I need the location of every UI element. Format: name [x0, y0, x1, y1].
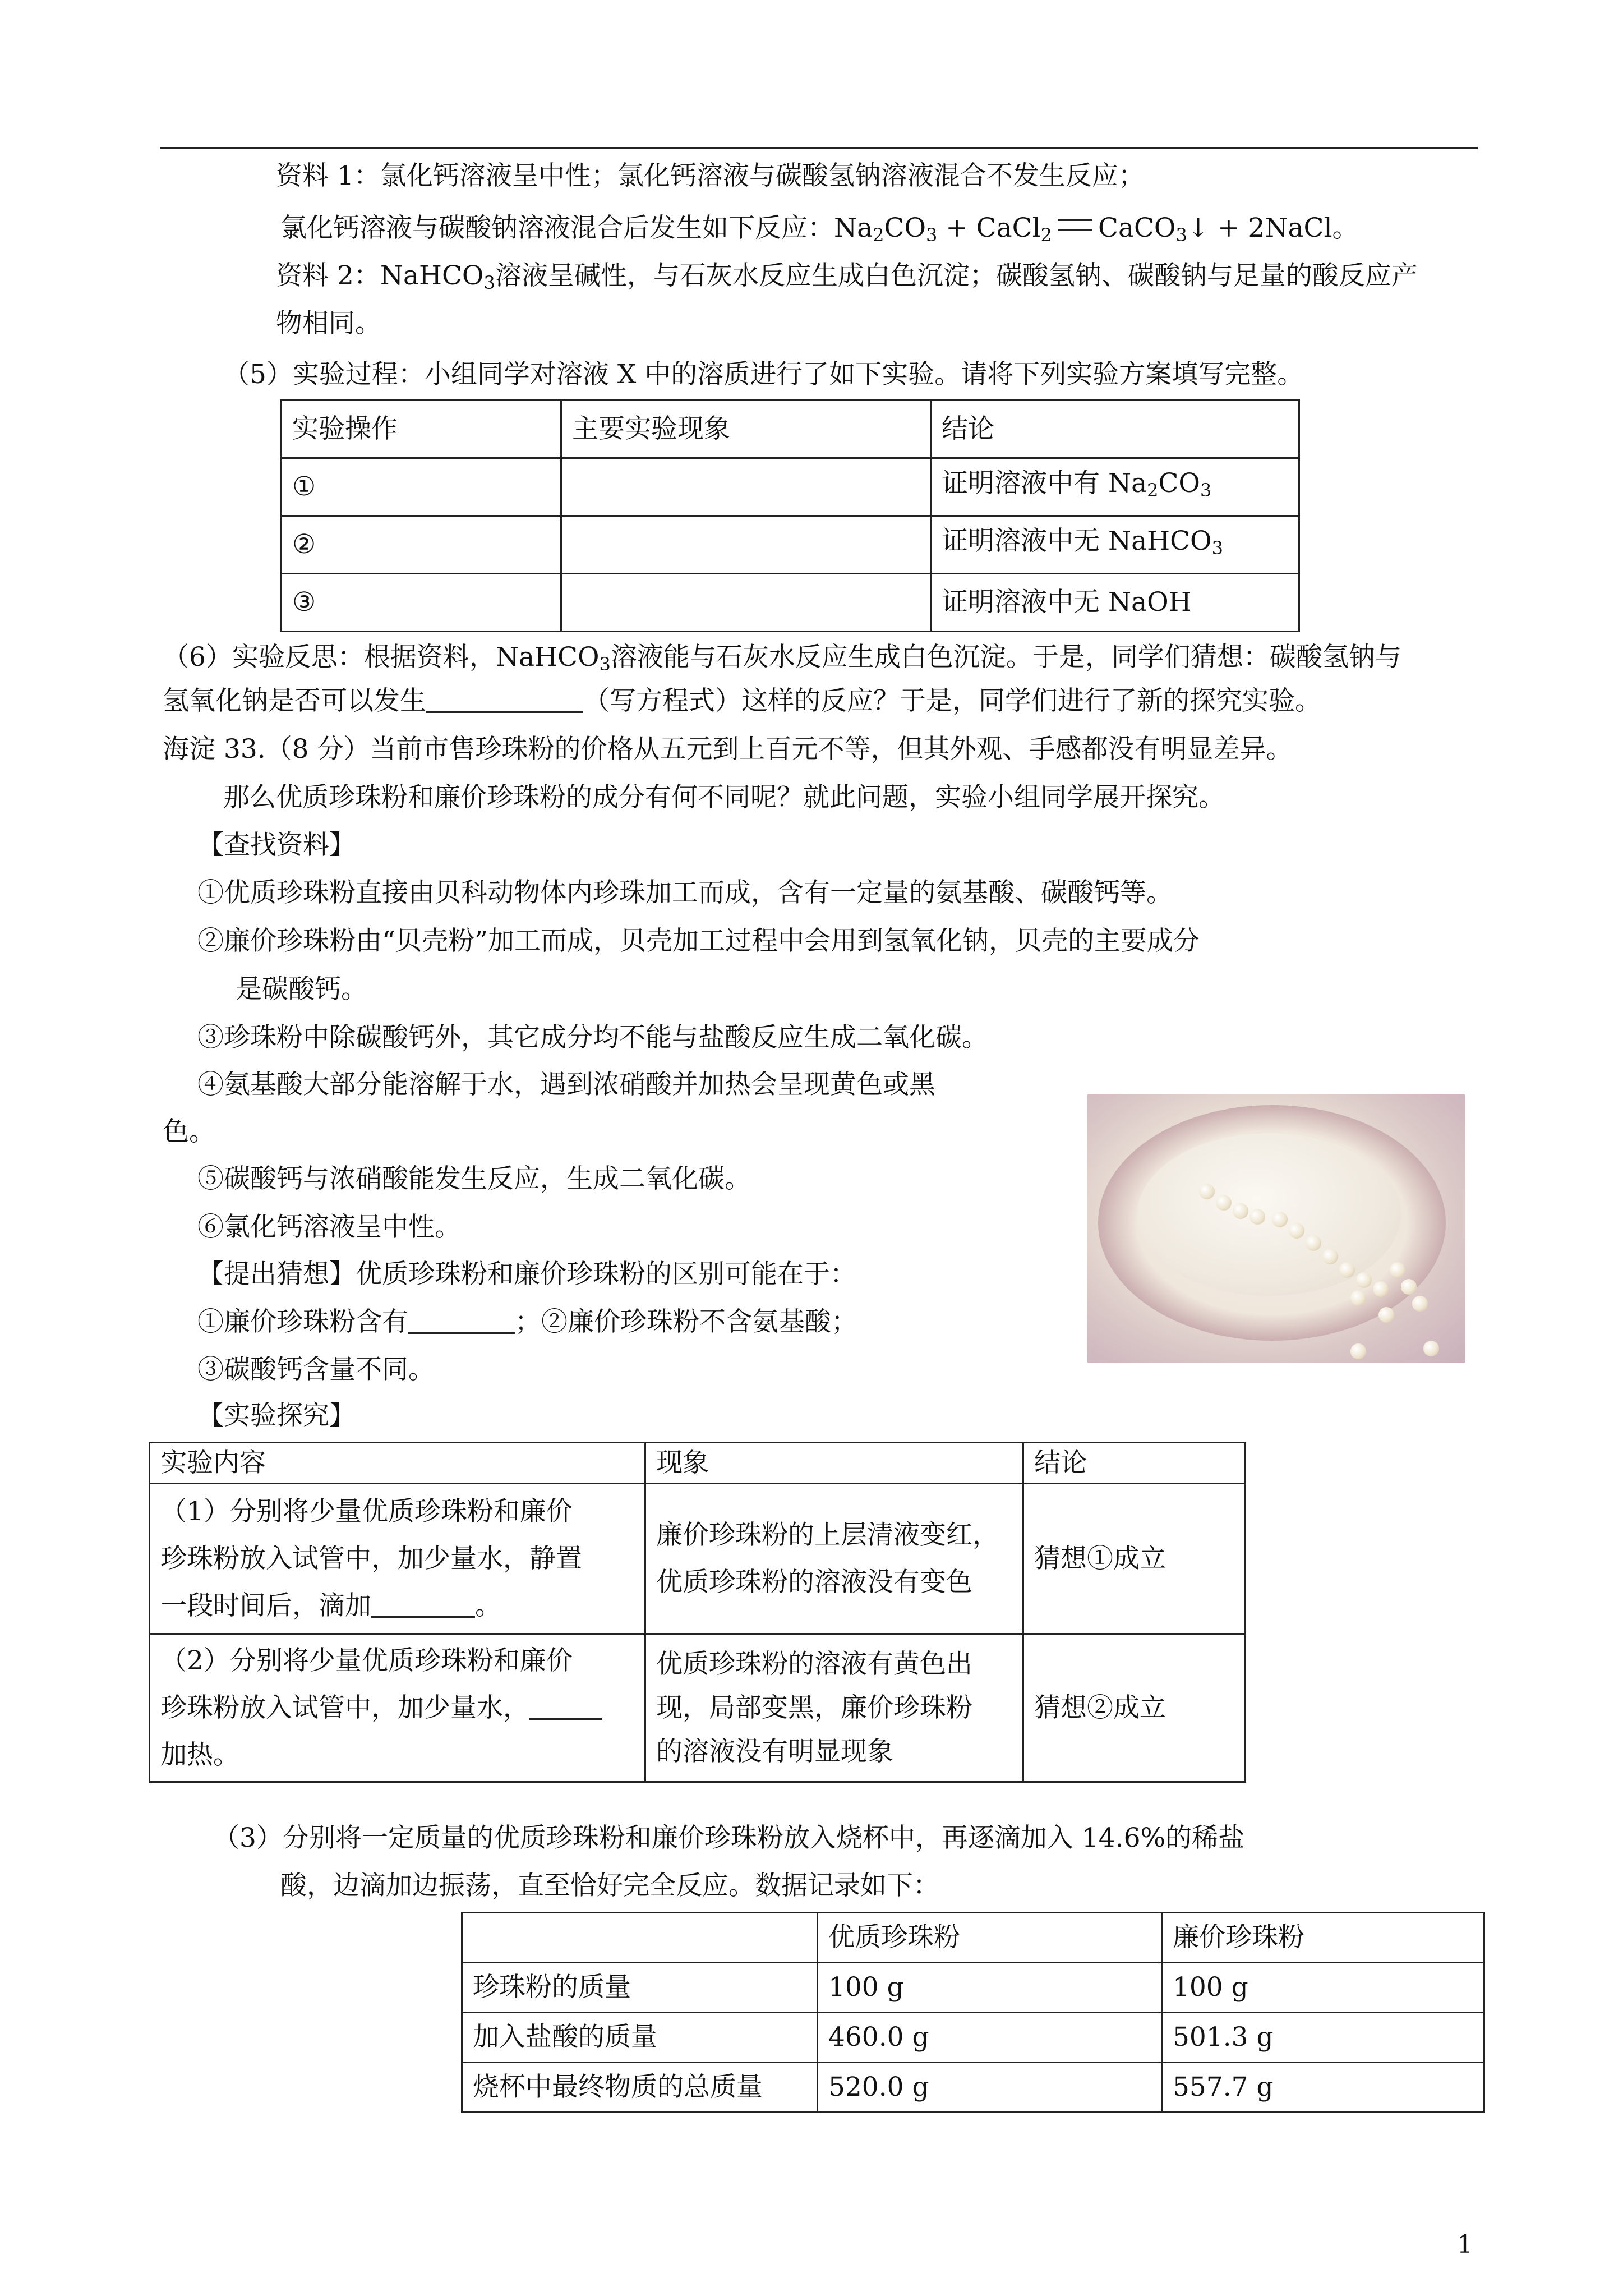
- table-row: [462, 2013, 1484, 2063]
- pearl-icon: [1233, 1203, 1248, 1219]
- table-header: 现象: [645, 1443, 1023, 1484]
- fact-3: ③珍珠粉中除碳酸钙外，其它成分均不能与盐酸反应生成二氧化碳。: [197, 1022, 988, 1053]
- table-header: [462, 1913, 818, 1963]
- table-row: [462, 2063, 1484, 2113]
- table-header: 主要实验现象: [561, 401, 931, 458]
- answer-cell[interactable]: [561, 574, 931, 632]
- value-cell: 460.0 g: [818, 2013, 1162, 2063]
- pearl-icon: [1350, 1343, 1366, 1359]
- row-label: 加入盐酸的质量: [462, 2013, 818, 2063]
- step-cell: ③: [282, 574, 561, 632]
- pearl-icon: [1306, 1235, 1321, 1251]
- value-cell: 501.3 g: [1162, 2013, 1484, 2063]
- pearl-icon: [1401, 1279, 1417, 1295]
- table-row: [282, 516, 1299, 574]
- conclusion-cell: 猜想①成立: [1023, 1484, 1246, 1634]
- value-cell: 100 g: [818, 1963, 1162, 2013]
- answer-cell[interactable]: [561, 458, 931, 516]
- ref1-line-a: 资料 1：氯化钙溶液呈中性；氯化钙溶液与碳酸氢钠溶液混合不发生反应；: [276, 160, 1145, 191]
- question-33-title: 海淀 33.（8 分）当前市售珍珠粉的价格从五元到上百元不等，但其外观、手感都没有明显差异。: [163, 734, 1293, 765]
- phenomenon-cell: 优质珍珠粉的溶液有黄色出 现，局部变黑，廉价珍珠粉 的溶液没有明显现象: [645, 1634, 1023, 1782]
- pearl-icon: [1272, 1212, 1288, 1227]
- page-number: 1: [1457, 2230, 1473, 2259]
- ref2-line-a: 资料 2：NaHCO$_3$溶液呈碱性，与石灰水反应生成白色沉淀；碳酸氢钠、碳酸钠与足量的酸反应产: [276, 260, 1418, 293]
- table-header: 优质珍珠粉: [818, 1913, 1162, 1963]
- pearl-icon: [1356, 1272, 1372, 1288]
- pearl-icon: [1378, 1307, 1394, 1323]
- conclusion-cell: 证明溶液中无 NaHCO$_3$: [931, 516, 1299, 574]
- table-row: [282, 574, 1299, 632]
- table-row: [462, 1963, 1484, 2013]
- answer-blank[interactable]: [529, 1691, 602, 1720]
- answer-blank[interactable]: [408, 1305, 515, 1334]
- fact-1: ①优质珍珠粉直接由贝科动物体内珍珠加工而成，含有一定量的氨基酸、碳酸钙等。: [197, 877, 1173, 908]
- table-header: 结论: [1023, 1443, 1246, 1484]
- table-row: [282, 458, 1299, 516]
- pearl-icon: [1390, 1262, 1405, 1278]
- question-5: （5）实验过程：小组同学对溶液 X 中的溶质进行了如下实验。请将下列实验方案填写完整。: [223, 359, 1304, 390]
- table-header: 实验内容: [150, 1443, 645, 1484]
- table-header: 结论: [931, 401, 1299, 458]
- inquiry-table: [149, 1442, 1246, 1783]
- fact-4-line-a: ④氨基酸大部分能溶解于水，遇到浓硝酸并加热会呈现黄色或黑: [197, 1069, 935, 1100]
- table-row: [150, 1484, 1246, 1634]
- value-cell: 100 g: [1162, 1963, 1484, 2013]
- data-table: [461, 1912, 1485, 2113]
- pearl-icon: [1423, 1341, 1439, 1356]
- fact-2-line-b: 是碳酸钙。: [236, 974, 367, 1005]
- value-cell: 557.7 g: [1162, 2063, 1484, 2113]
- section-heading-explore: 【实验探究】: [197, 1400, 356, 1431]
- fact-2-line-a: ②廉价珍珠粉由“贝壳粉”加工而成，贝壳加工过程中会用到氢氧化钠，贝壳的主要成分: [197, 926, 1200, 956]
- row-label: 珍珠粉的质量: [462, 1963, 818, 2013]
- content-cell: （2）分别将少量优质珍珠粉和廉价 珍珠粉放入试管中，加少量水， 加热。: [150, 1634, 645, 1782]
- fact-4-line-b: 色。: [163, 1116, 215, 1147]
- content-cell: （1）分别将少量优质珍珠粉和廉价 珍珠粉放入试管中，加少量水，静置 一段时间后，滴加 。: [150, 1484, 645, 1634]
- answer-blank[interactable]: [426, 684, 583, 713]
- conclusion-cell: 猜想②成立: [1023, 1634, 1246, 1782]
- experiment-table: [280, 399, 1300, 632]
- header-rule: [160, 147, 1478, 149]
- pearl-icon: [1322, 1249, 1338, 1264]
- pearl-icon: [1199, 1184, 1215, 1199]
- pearl-powder-photo: [1087, 1094, 1465, 1363]
- ref2-line-b: 物相同。: [276, 308, 381, 339]
- question-6-line-b: 氢氧化钠是否可以发生 （写方程式）这样的反应？于是，同学们进行了新的探究实验。: [163, 685, 1321, 716]
- question-6-line-a: （6）实验反思：根据资料，NaHCO$_3$溶液能与石灰水反应生成白色沉淀。于是，同学们猜想：碳酸氢钠与: [163, 642, 1401, 675]
- guess-1-2: ①廉价珍珠粉含有 ；②廉价珍珠粉不含氨基酸；: [197, 1306, 857, 1337]
- guess-heading: 【提出猜想】优质珍珠粉和廉价珍珠粉的区别可能在于：: [197, 1259, 856, 1290]
- fact-5: ⑤碳酸钙与浓硝酸能发生反应，生成二氧化碳。: [197, 1163, 751, 1194]
- pearl-icon: [1339, 1262, 1355, 1278]
- question-3-line-a: （3）分别将一定质量的优质珍珠粉和廉价珍珠粉放入烧杯中，再逐滴加入 14.6%的稀盐: [213, 1823, 1245, 1853]
- table-header: 实验操作: [282, 401, 561, 458]
- pearl-icon: [1373, 1281, 1389, 1297]
- value-cell: 520.0 g: [818, 2063, 1162, 2113]
- pearl-icon: [1289, 1223, 1304, 1239]
- answer-cell[interactable]: [561, 516, 931, 574]
- answer-blank[interactable]: [371, 1589, 475, 1618]
- pearl-icon: [1350, 1290, 1366, 1306]
- fact-6: ⑥氯化钙溶液呈中性。: [197, 1212, 461, 1243]
- conclusion-cell: 证明溶液中有 $Na_2CO_3$: [931, 458, 1299, 516]
- section-heading-find: 【查找资料】: [197, 830, 356, 861]
- conclusion-cell: 证明溶液中无 NaOH: [931, 574, 1299, 632]
- table-header: 廉价珍珠粉: [1162, 1913, 1484, 1963]
- step-cell: ②: [282, 516, 561, 574]
- pearl-icon: [1412, 1296, 1428, 1312]
- equals-sign-icon: [1058, 219, 1092, 231]
- step-cell: ①: [282, 458, 561, 516]
- question-33-intro: 那么优质珍珠粉和廉价珍珠粉的成分有何不同呢？就此问题，实验小组同学展开探究。: [223, 782, 1225, 813]
- pearl-icon: [1249, 1209, 1265, 1225]
- phenomenon-cell: 廉价珍珠粉的上层清液变红， 优质珍珠粉的溶液没有变色: [645, 1484, 1023, 1634]
- pearl-icon: [1216, 1195, 1232, 1211]
- table-row: [150, 1634, 1246, 1782]
- guess-3: ③碳酸钙含量不同。: [197, 1354, 435, 1385]
- ref1-line-b: 氯化钙溶液与碳酸钠溶液混合后发生如下反应：$Na_2CO_3$ + CaCl$_2$ CaCO$_3$↓ + 2NaCl。: [280, 213, 1359, 246]
- row-label: 烧杯中最终物质的总质量: [462, 2063, 818, 2113]
- powder-image-part: [1137, 1133, 1401, 1296]
- question-3-line-b: 酸，边滴加边振荡，直至恰好完全反应。数据记录如下：: [280, 1870, 939, 1901]
